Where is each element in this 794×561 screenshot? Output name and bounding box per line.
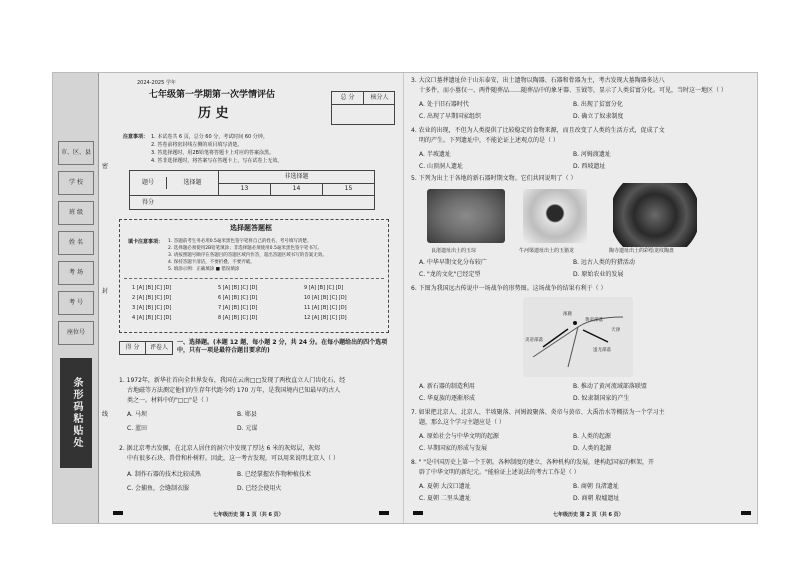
- battle-map: [523, 297, 633, 377]
- page-footer-right: 七年级历史 第 2 页（共 6 页）: [553, 512, 624, 518]
- card-note: 4. 保持答题卡清洁，不要折叠，不要弄破。: [168, 260, 255, 265]
- painted-dragon-plate-image: [613, 183, 697, 247]
- q2-option-d[interactable]: D. 已经会使用火: [237, 485, 282, 492]
- seat-number-field: 座位号: [58, 321, 94, 345]
- answer-option-row[interactable]: 2 [A] [B] [C] [D]: [132, 295, 172, 301]
- question-3-line: 3. 大汶口墓葬遗址位于山东泰安，出土遗物以陶器、石器和骨器为主，考古发现大墓陶器多达八: [411, 77, 665, 84]
- q7-option-c[interactable]: C. 早期国家的形成与发展: [419, 445, 488, 452]
- q2-option-c[interactable]: C. 会捕鱼，会缝制衣服: [127, 485, 190, 492]
- q1-option-c[interactable]: C. 蓝田: [127, 425, 148, 432]
- note-line: 4. 答非选择题时，将答案写在答题卡上，写在试卷上无效。: [151, 158, 283, 164]
- q6-option-c[interactable]: C. 华夏族的逐渐形成: [419, 395, 476, 402]
- q1-option-a[interactable]: A. 马坝: [127, 411, 147, 418]
- exam-room-field: 考 场: [58, 261, 94, 285]
- q6-option-a[interactable]: A. 新石器的制造利用: [419, 383, 475, 390]
- answer-option-row[interactable]: 9 [A] [B] [C] [D]: [304, 285, 344, 291]
- registration-mark: [379, 511, 389, 515]
- school-year: 2024-2025 学年: [137, 80, 176, 86]
- note-line: 1. 本试卷共 6 页，总分 60 分，考试时间 60 分钟。: [151, 134, 268, 140]
- question-7-line: 题，那么这个学习主题应是（ ）: [419, 419, 505, 426]
- question-1-line: 类之一。材料中的"□□"是（ ）: [127, 397, 212, 404]
- question-8-line: 辟了中华文明的新纪元。"能验证上述说法的考古工作是（ ）: [419, 469, 580, 476]
- seal-mark: 密: [102, 163, 109, 170]
- answer-option-row[interactable]: 6 [A] [B] [C] [D]: [218, 295, 258, 301]
- q8-option-b[interactable]: B. 商朝 良渚遗址: [573, 483, 619, 490]
- seal-mark: 封: [102, 288, 109, 295]
- card-notes-label: 填卡注意事项：: [128, 239, 164, 245]
- question-3-line: 十多件，而小墓仅一、两件随葬品……随葬品中的象牙器、玉钺等，显示了人类贫富分化。可见，当时这一地区（ ）: [419, 87, 727, 94]
- section-heading: 一、选择题。(本题 12 题，每小题 2 分，共 24 分。在每小题给出的四个选项中，只有一项是最符合题目要求的): [177, 339, 388, 354]
- question-2-line: 中有很多石块、兽骨和朴树籽。因此，这一考古发现，可以用来说明北京人（ ）: [127, 455, 339, 462]
- exam-title: 七年级第一学期第一次学情评估: [149, 90, 276, 100]
- card-note: 1. 答题前考生务必用0.5毫米黑色签字笔将自己的姓名、考号填写清楚。: [168, 239, 312, 244]
- answer-card-title: 选择题答题框: [230, 224, 272, 232]
- card-note: 5. 填涂示例：正确填涂 ■ 错误填涂: [168, 267, 240, 272]
- answer-option-row[interactable]: 7 [A] [B] [C] [D]: [218, 305, 258, 311]
- image-caption: 牛河梁遗址出土的玉猪龙: [519, 248, 575, 254]
- registration-mark: [741, 511, 751, 515]
- registration-mark: [413, 511, 423, 515]
- subject-title: 历 史: [198, 106, 229, 121]
- question-1-line: 古地磁等方法测定他们的生存年代距今约 170 万年，是我国境内已知最早的古人: [127, 387, 341, 394]
- note-line: 3. 答选择题时，用2B铅笔将答题卡上对应的答案涂黑。: [151, 150, 274, 156]
- answer-option-row[interactable]: 1 [A] [B] [C] [D]: [132, 285, 172, 291]
- card-note: 2. 选择题必须使用2B铅笔填涂；非选择题必须使用0.5毫米黑色签字笔书写。: [168, 246, 322, 251]
- name-field: 姓 名: [58, 231, 94, 255]
- question-2-line: 2. 据北京考古发掘，在北京人居住的洞穴中发现了厚达 6 米的灰烬层，灰烬: [119, 445, 321, 452]
- notes-label: 注意事项：: [123, 134, 149, 140]
- district-field: 市、区、县: [58, 141, 94, 165]
- q3-option-b[interactable]: B. 出现了贫富分化: [573, 101, 623, 108]
- q5-option-a[interactable]: A. 中华早期文化分布较广: [419, 259, 487, 266]
- question-1-line: 1. 1972年，新华社首向全世界发布，我国在云南□□发现了两枚直立人门齿化石，经: [119, 377, 346, 384]
- answer-option-row[interactable]: 12 [A] [B] [C] [D]: [304, 315, 347, 321]
- class-field: 班 级: [58, 201, 94, 225]
- answer-option-row[interactable]: 4 [A] [B] [C] [D]: [132, 315, 172, 321]
- q6-option-d[interactable]: D. 奴隶制国家的产生: [573, 395, 630, 402]
- question-8-line: 8. " "是中国历史上第一个王朝。各种制度的建立，各种机构的发展，建构起国家的框架，开: [411, 459, 655, 466]
- section-score-box: 得 分 评卷人: [119, 341, 173, 355]
- q5-option-d[interactable]: D. 原始农业的发展: [573, 271, 624, 278]
- q3-option-d[interactable]: D. 确立了奴隶制度: [573, 113, 624, 120]
- q3-option-c[interactable]: C. 出现了早期国家组织: [419, 113, 482, 120]
- q4-option-b[interactable]: B. 河姆渡遗址: [573, 151, 611, 158]
- q2-option-a[interactable]: A. 制作石器的技术比较成熟: [127, 471, 201, 478]
- school-field: 学 校: [58, 171, 94, 195]
- q7-option-b[interactable]: B. 人类的起源: [573, 433, 611, 440]
- registration-mark: [113, 511, 123, 515]
- q1-option-b[interactable]: B. 郧县: [237, 411, 257, 418]
- answer-option-row[interactable]: 8 [A] [B] [C] [D]: [218, 315, 258, 321]
- seal-mark: 线: [102, 411, 109, 418]
- question-4-line: 4. 农业的出现，不但为人类提供了比较稳定的食物来源，而且改变了人类的生活方式，促成了文: [411, 127, 665, 134]
- question-6-text: 6. 下图为我国远古传说中一场战争的形势图。这场战争的结果有利于（ ）: [411, 285, 607, 292]
- image-caption: 陶寺遗址出土的彩绘龙纹陶盘: [609, 248, 675, 254]
- answer-option-row[interactable]: 10 [A] [B] [C] [D]: [304, 295, 347, 301]
- jade-pig-dragon-image: [523, 189, 587, 243]
- q4-option-c[interactable]: C. 山顶洞人遗址: [419, 163, 464, 170]
- q1-option-d[interactable]: D. 元谋: [237, 425, 258, 432]
- map-label: 涿鹿: [563, 312, 572, 317]
- q5-option-c[interactable]: C. "龙的文化"已经定型: [419, 271, 481, 278]
- question-7-line: 7. 如果把北京人、北京人、半坡聚落、河姆渡聚落、炎帝与黄帝、大禹治水等概括为一个学习主: [411, 409, 665, 416]
- binding-sidebar: [53, 73, 99, 524]
- jade-cong-image: [427, 189, 505, 243]
- q8-option-d[interactable]: D. 商朝 殷墟遗址: [573, 495, 620, 502]
- answer-option-row[interactable]: 11 [A] [B] [C] [D]: [304, 305, 347, 311]
- image-caption: 良渚遗址出土的玉琮: [431, 248, 477, 254]
- q3-option-a[interactable]: A. 处于旧石器时代: [419, 101, 469, 108]
- question-5-text: 5. 下列为出土于各地的新石器时期文物。它们共同说明了（ ）: [411, 175, 577, 182]
- q7-option-a[interactable]: A. 原始社会与中华文明的起源: [419, 433, 499, 440]
- page-footer-left: 七年级历史 第 1 页（共 6 页）: [213, 512, 284, 518]
- exam-sheet: [52, 72, 758, 524]
- answer-option-row[interactable]: 5 [A] [B] [C] [D]: [218, 285, 258, 291]
- total-score-box: 总 分 核分人: [331, 91, 395, 125]
- map-label: 蚩尤部落: [593, 348, 611, 353]
- q5-option-b[interactable]: B. 远古人类的狩猎活动: [573, 259, 635, 266]
- map-label: 炎帝部落: [525, 338, 543, 343]
- question-4-line: 明的产生。下列遗址中，不能论证上述观点的是（ ）: [419, 137, 559, 144]
- answer-option-row[interactable]: 3 [A] [B] [C] [D]: [132, 305, 172, 311]
- q4-option-a[interactable]: A. 半坡遗址: [419, 151, 451, 158]
- q8-option-c[interactable]: C. 夏朝 二里头遗址: [419, 495, 471, 502]
- card-note: 3. 请按照题号顺序在各题目的答题区域内作答，超出答题区域书写的答案无效。: [168, 253, 327, 258]
- q6-option-b[interactable]: B. 推动了黄河流域部落联盟: [573, 383, 647, 390]
- answer-card: [119, 219, 389, 333]
- score-table: 题号 选择题 非选择题 13 14 15 得分: [129, 170, 375, 210]
- q7-option-d[interactable]: D. 人类的起源: [573, 445, 612, 452]
- note-line: 2. 答卷前将密封线左侧的项目填写清楚。: [151, 142, 243, 148]
- map-label: 天津: [611, 328, 620, 333]
- exam-number-field: 考 号: [58, 291, 94, 315]
- barcode-sticker-area: 条形码粘贴处: [60, 358, 92, 468]
- q4-option-d[interactable]: D. 西坡遗址: [573, 163, 606, 170]
- map-label: 黄帝部落: [585, 318, 603, 323]
- q8-option-a[interactable]: A. 夏朝 大汶口遗址: [419, 483, 471, 490]
- q2-option-b[interactable]: B. 已经掌握农作物种植技术: [237, 471, 311, 478]
